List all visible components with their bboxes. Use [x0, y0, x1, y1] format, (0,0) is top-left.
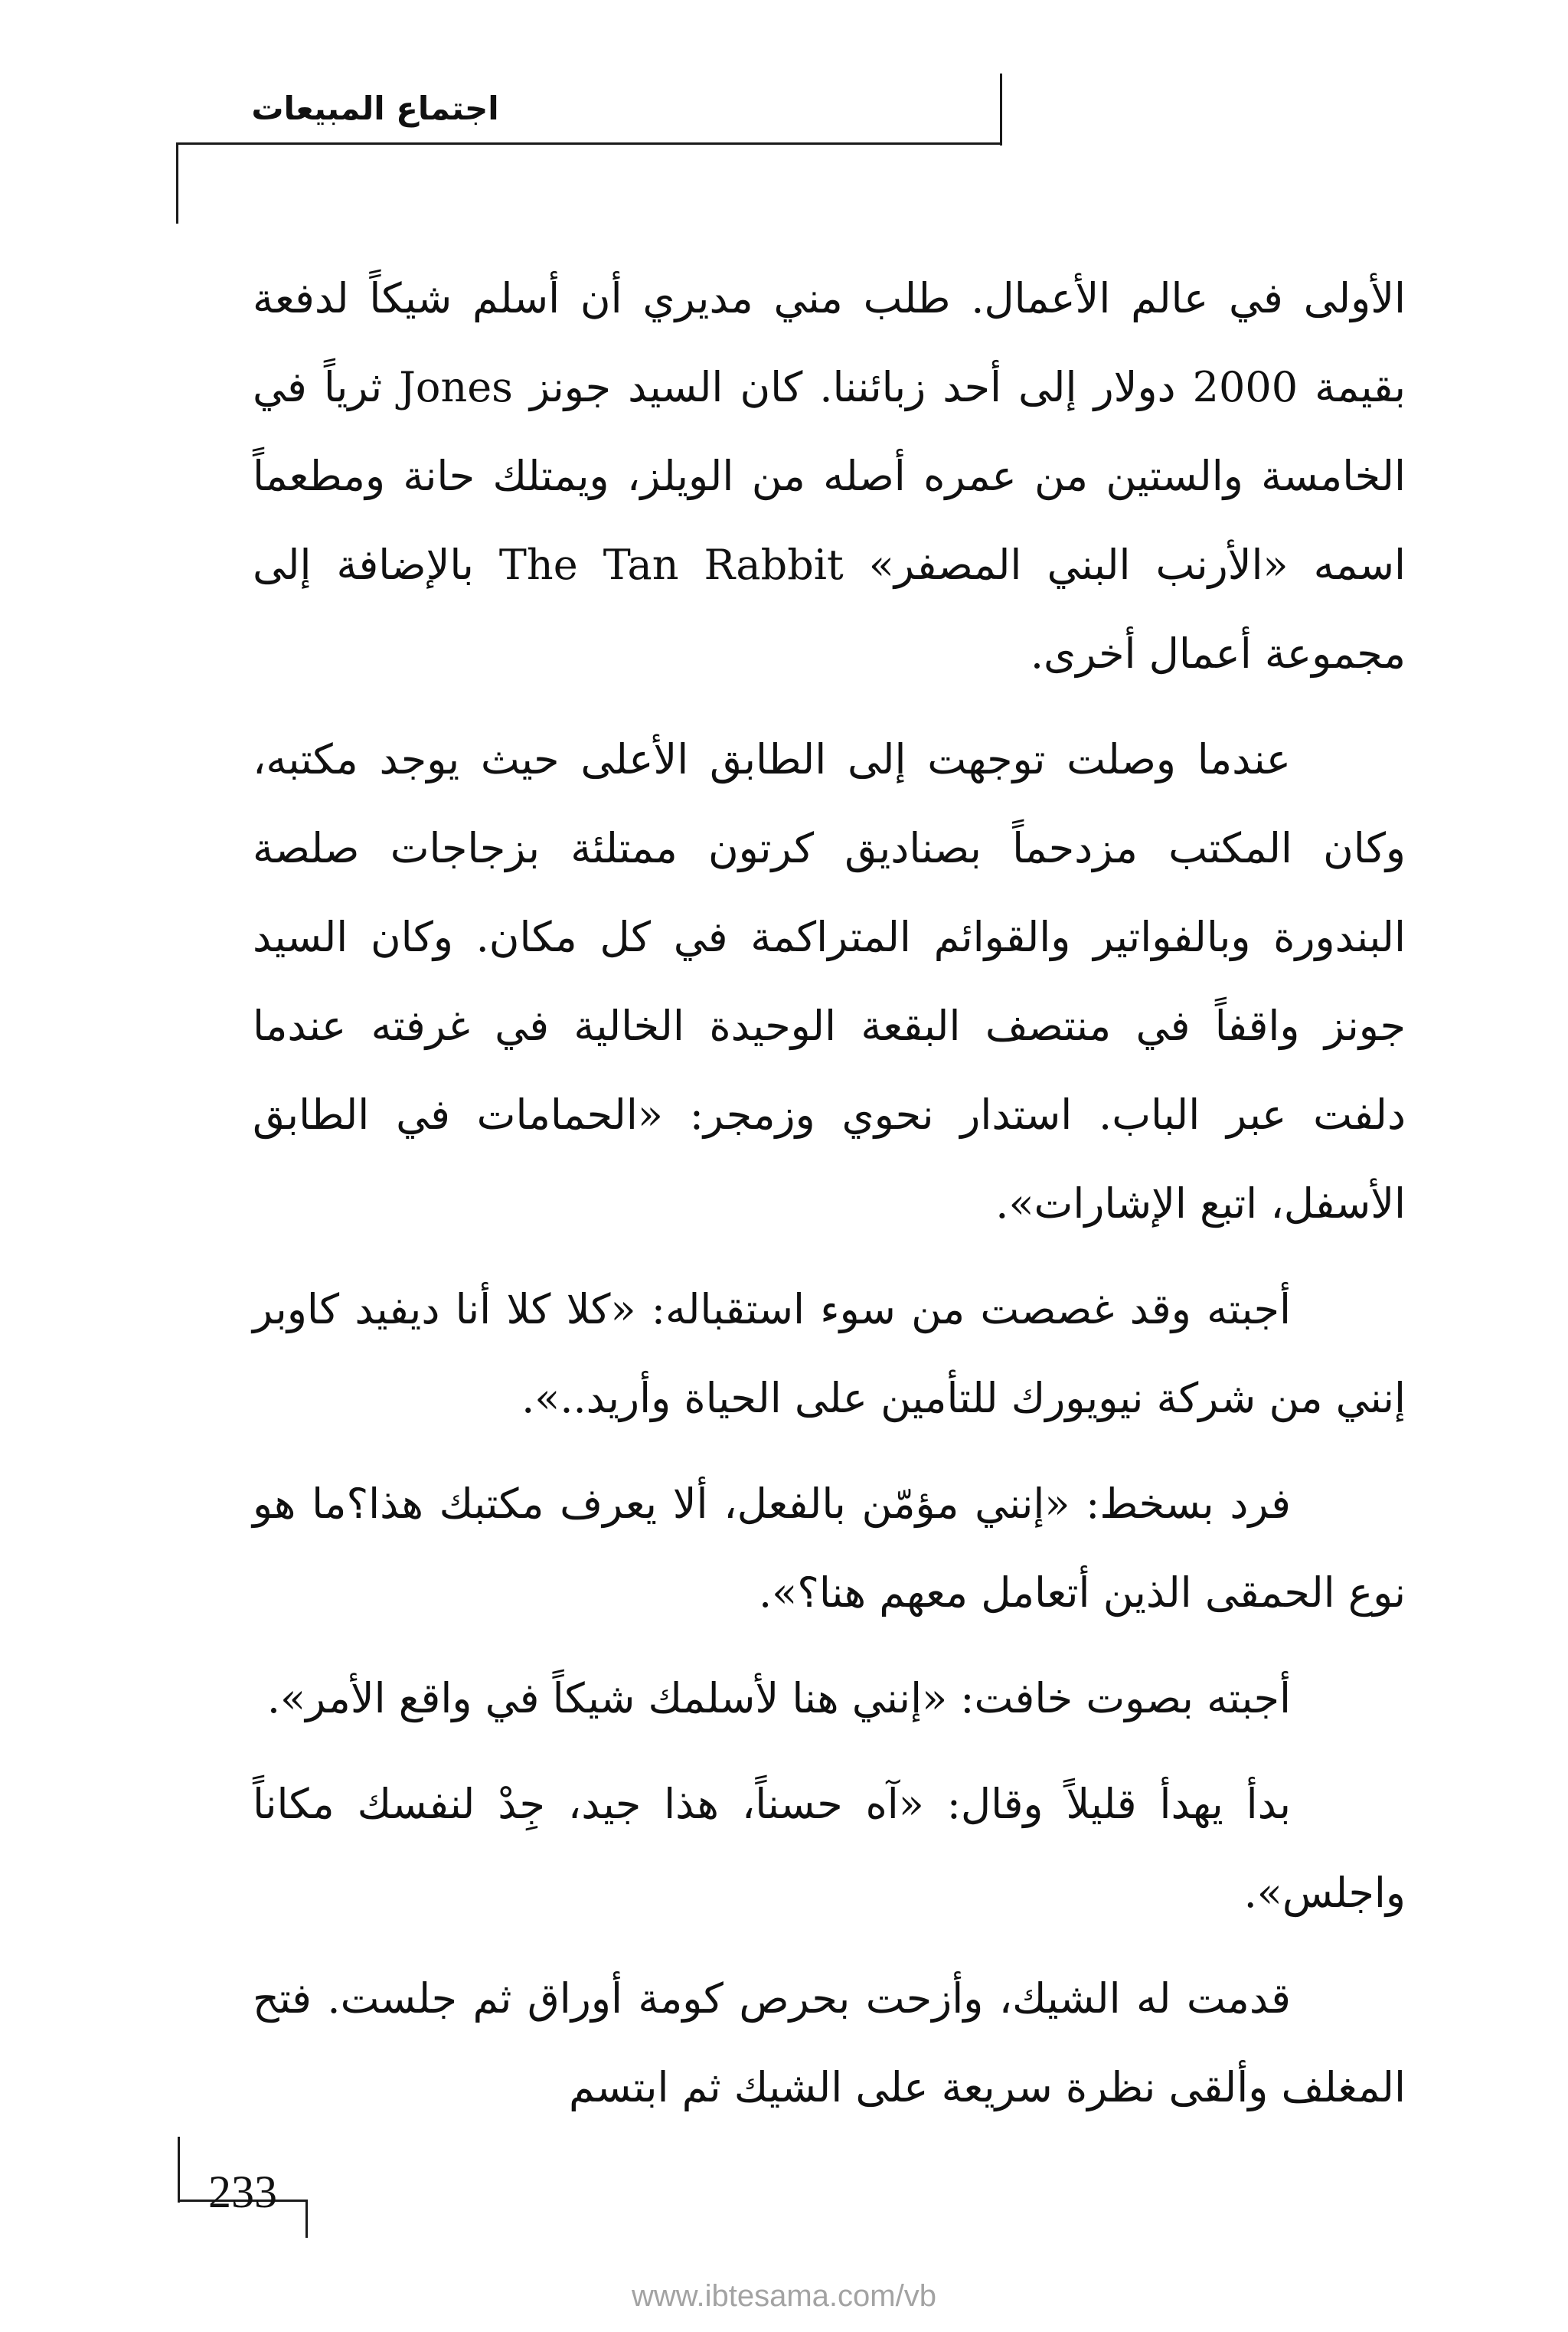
paragraph-4: فرد بسخط: «إنني مؤمّن بالفعل، ألا يعرف مكتبك هذا؟ما هو نوع الحمقى الذين أتعامل معهم هنا؟». — [253, 1480, 1406, 1617]
paragraph-1: الأولى في عالم الأعمال. طلب مني مديري أن أسلم شيكاً لدفعة بقيمة 2000 دولار إلى أحد زبائننا. كان السيد جونز Jones ثرياً في الخامسة والستين من عمره أصله من الويلز، ويمتلك حانة ومطعماً اسمه «الأرنب البني المصفر» The Tan Rabbit بالإضافة إلى مجموعة أعمال أخرى. — [253, 274, 1406, 678]
paragraph-7: قدمت له الشيك، وأزحت بحرص كومة أوراق ثم جلست. فتح المغلف وألقى نظرة سريعة على الشيك ثم ابتسم — [253, 1974, 1406, 2111]
footer-rule-vertical-right — [305, 2200, 308, 2238]
footer-rule-vertical-left — [178, 2137, 180, 2203]
watermark-url: www.ibtesama.com/vb — [632, 2279, 936, 2313]
header-rule-vertical-right — [1000, 74, 1002, 146]
paragraph-6: بدأ يهدأ قليلاً وقال: «آه حسناً، هذا جيد، جِدْ لنفسك مكاناً واجلس». — [253, 1780, 1406, 1917]
paragraph-5: أجبته بصوت خافت: «إنني هنا لأسلمك شيكاً في واقع الأمر». — [266, 1674, 1291, 1722]
running-header-title: اجتماع المبيعات — [251, 90, 499, 127]
page-number: 233 — [208, 2167, 277, 2217]
header-rule-vertical-left — [176, 142, 178, 224]
header-rule-horizontal — [176, 142, 1002, 145]
paragraph-2: عندما وصلت توجهت إلى الطابق الأعلى حيث يوجد مكتبه، وكان المكتب مزدحماً بصناديق كرتون ممتلئة بزجاجات صلصة البندورة وبالفواتير والقوائم المتراكمة في كل مكان. وكان السيد جونز واقفاً في منتصف البقعة الوحيدة الخالية في غرفته عندما دلفت عبر الباب. استدار نحوي وزمجر: «الحمامات في الطابق الأسفل، اتبع الإشارات». — [253, 735, 1406, 1228]
body-text — [253, 254, 1406, 2149]
paragraph-3: أجبته وقد غصصت من سوء استقباله: «كلا كلا أنا ديفيد كاوبر إنني من شركة نيويورك للتأمين على الحياة وأريد..». — [253, 1285, 1406, 1422]
